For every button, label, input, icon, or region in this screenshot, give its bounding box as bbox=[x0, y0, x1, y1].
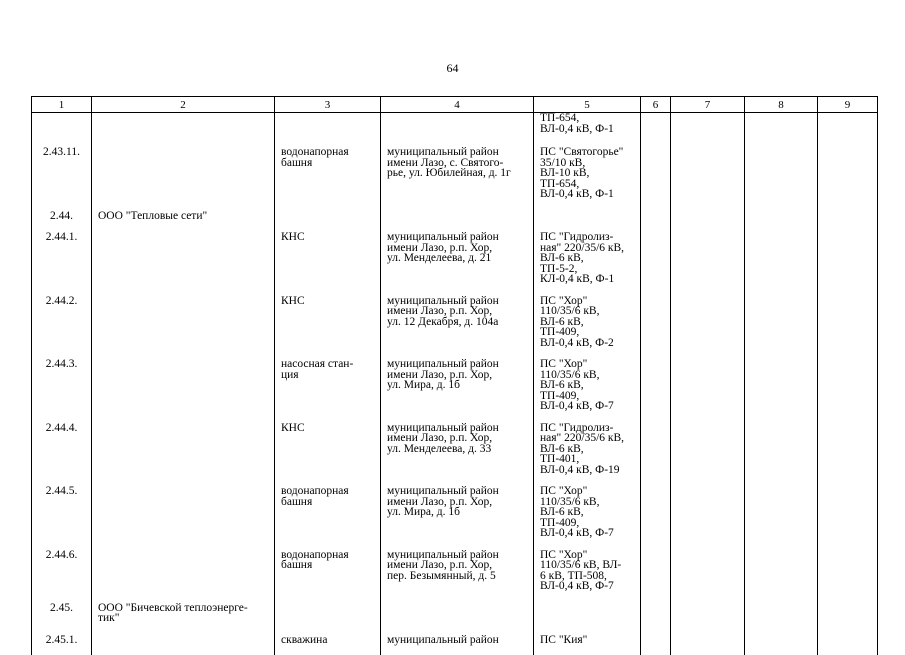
cell-empty bbox=[818, 602, 878, 634]
cell-empty bbox=[641, 231, 671, 295]
cell-object bbox=[275, 295, 381, 359]
cell-empty bbox=[671, 113, 745, 147]
column-header: 5 bbox=[534, 97, 641, 113]
cell-line: КНС bbox=[281, 232, 374, 243]
cell-empty bbox=[641, 210, 671, 232]
cell-line: имени Лазо, р.п. Хор, bbox=[387, 497, 527, 508]
cell-line: ная" 220/35/6 кВ, bbox=[540, 433, 634, 444]
cell-line: ция bbox=[281, 370, 374, 381]
cell-empty bbox=[745, 634, 818, 655]
cell-empty bbox=[745, 210, 818, 232]
cell-line: ТП-654, bbox=[540, 113, 634, 124]
cell-empty bbox=[818, 358, 878, 422]
cell-power-source bbox=[534, 113, 641, 147]
cell-line: муниципальный район bbox=[387, 296, 527, 307]
cell-address bbox=[381, 146, 534, 210]
table-row bbox=[32, 422, 878, 486]
cell-address bbox=[381, 422, 534, 486]
column-header: 3 bbox=[275, 97, 381, 113]
cell-organization bbox=[92, 358, 275, 422]
cell-empty bbox=[745, 231, 818, 295]
cell-object bbox=[275, 231, 381, 295]
cell-power-source bbox=[534, 210, 641, 232]
cell-power-source bbox=[534, 358, 641, 422]
cell-address bbox=[381, 231, 534, 295]
cell-object bbox=[275, 602, 381, 634]
cell-empty bbox=[641, 549, 671, 602]
cell-empty bbox=[745, 549, 818, 602]
cell-object bbox=[275, 549, 381, 602]
cell-empty bbox=[641, 295, 671, 359]
cell-line: ПС "Кия" bbox=[540, 635, 634, 646]
cell-line: 110/35/6 кВ, ВЛ- bbox=[540, 560, 634, 571]
cell-line: 110/35/6 кВ, bbox=[540, 306, 634, 317]
cell-line: 110/35/6 кВ, bbox=[540, 370, 634, 381]
cell-empty bbox=[641, 422, 671, 486]
cell-number: 2.44.6. bbox=[32, 549, 92, 602]
cell-line: ПС "Хор" bbox=[540, 486, 634, 497]
cell-number: 2.45. bbox=[32, 602, 92, 634]
cell-line: 35/10 кВ, bbox=[540, 158, 634, 169]
cell-line: муниципальный район bbox=[387, 147, 527, 158]
cell-address bbox=[381, 602, 534, 634]
cell-empty bbox=[641, 634, 671, 655]
cell-power-source bbox=[534, 295, 641, 359]
cell-object bbox=[275, 146, 381, 210]
cell-power-source bbox=[534, 146, 641, 210]
table-row bbox=[32, 210, 878, 232]
table-row bbox=[32, 358, 878, 422]
cell-organization bbox=[92, 146, 275, 210]
cell-line: ТП-401, bbox=[540, 454, 634, 465]
cell-empty bbox=[641, 602, 671, 634]
cell-empty bbox=[818, 634, 878, 655]
cell-line: ВЛ-0,4 кВ, Ф-1 bbox=[540, 124, 634, 135]
cell-number: 2.45.1. bbox=[32, 634, 92, 655]
cell-line: ул. Менделеева, д. 21 bbox=[387, 253, 527, 264]
cell-line: башня bbox=[281, 560, 374, 571]
cell-line: ВЛ-6 кВ, bbox=[540, 507, 634, 518]
cell-empty bbox=[671, 634, 745, 655]
column-header: 7 bbox=[671, 97, 745, 113]
cell-empty bbox=[671, 549, 745, 602]
header-row bbox=[32, 97, 878, 113]
cell-number: 2.44.3. bbox=[32, 358, 92, 422]
column-header: 9 bbox=[818, 97, 878, 113]
cell-organization bbox=[92, 210, 275, 232]
cell-line: ВЛ-6 кВ, bbox=[540, 444, 634, 455]
cell-line: КЛ-0,4 кВ, Ф-1 bbox=[540, 274, 634, 285]
cell-number: 2.44. bbox=[32, 210, 92, 232]
cell-empty bbox=[818, 113, 878, 147]
cell-power-source bbox=[534, 634, 641, 655]
cell-organization bbox=[92, 422, 275, 486]
cell-line: ТП-409, bbox=[540, 327, 634, 338]
cell-address bbox=[381, 358, 534, 422]
cell-empty bbox=[818, 210, 878, 232]
cell-empty bbox=[745, 422, 818, 486]
cell-empty bbox=[818, 146, 878, 210]
cell-line: ООО "Бичевской теплоэнерге- bbox=[98, 603, 268, 614]
cell-organization bbox=[92, 295, 275, 359]
cell-line: водонапорная bbox=[281, 147, 374, 158]
cell-line: КНС bbox=[281, 423, 374, 434]
cell-empty bbox=[641, 358, 671, 422]
column-header: 8 bbox=[745, 97, 818, 113]
cell-line: ВЛ-6 кВ, bbox=[540, 253, 634, 264]
cell-organization bbox=[92, 485, 275, 549]
cell-object bbox=[275, 113, 381, 147]
cell-power-source bbox=[534, 602, 641, 634]
cell-number: 2.44.5. bbox=[32, 485, 92, 549]
cell-line: имени Лазо, р.п. Хор, bbox=[387, 560, 527, 571]
cell-empty bbox=[745, 358, 818, 422]
cell-line: 110/35/6 кВ, bbox=[540, 497, 634, 508]
cell-line: скважина bbox=[281, 635, 374, 646]
cell-line: ВЛ-6 кВ, bbox=[540, 317, 634, 328]
cell-line: имени Лазо, с. Святого- bbox=[387, 158, 527, 169]
cell-empty bbox=[818, 422, 878, 486]
cell-empty bbox=[671, 146, 745, 210]
cell-empty bbox=[671, 231, 745, 295]
cell-address bbox=[381, 210, 534, 232]
cell-line: тик" bbox=[98, 613, 268, 624]
column-header: 4 bbox=[381, 97, 534, 113]
cell-line: имени Лазо, р.п. Хор, bbox=[387, 433, 527, 444]
cell-line: ВЛ-0,4 кВ, Ф-19 bbox=[540, 465, 634, 476]
cell-empty bbox=[671, 358, 745, 422]
cell-address bbox=[381, 549, 534, 602]
cell-line: ул. Мира, д. 1б bbox=[387, 380, 527, 391]
cell-line: муниципальный район bbox=[387, 232, 527, 243]
cell-empty bbox=[745, 146, 818, 210]
cell-empty bbox=[818, 295, 878, 359]
cell-power-source bbox=[534, 422, 641, 486]
cell-line: имени Лазо, р.п. Хор, bbox=[387, 306, 527, 317]
cell-empty bbox=[641, 485, 671, 549]
cell-line: водонапорная bbox=[281, 486, 374, 497]
cell-line: ТП-409, bbox=[540, 391, 634, 402]
cell-line: ВЛ-0,4 кВ, Ф-2 bbox=[540, 338, 634, 349]
cell-line: ВЛ-6 кВ, bbox=[540, 380, 634, 391]
cell-line: башня bbox=[281, 497, 374, 508]
cell-line: имени Лазо, р.п. Хор, bbox=[387, 243, 527, 254]
cell-line: ООО "Тепловые сети" bbox=[98, 211, 268, 222]
cell-empty bbox=[745, 113, 818, 147]
cell-line: ТП-409, bbox=[540, 518, 634, 529]
cell-empty bbox=[818, 231, 878, 295]
cell-empty bbox=[745, 602, 818, 634]
cell-line: рье, ул. Юбилейная, д. 1г bbox=[387, 168, 527, 179]
cell-line: КНС bbox=[281, 296, 374, 307]
cell-empty bbox=[671, 210, 745, 232]
cell-object bbox=[275, 422, 381, 486]
table-row bbox=[32, 549, 878, 602]
cell-empty bbox=[818, 549, 878, 602]
cell-empty bbox=[671, 422, 745, 486]
cell-line: имени Лазо, р.п. Хор, bbox=[387, 370, 527, 381]
table-row bbox=[32, 485, 878, 549]
cell-organization bbox=[92, 602, 275, 634]
cell-organization bbox=[92, 231, 275, 295]
cell-object bbox=[275, 358, 381, 422]
cell-line: 6 кВ, ТП-508, bbox=[540, 571, 634, 582]
cell-number: 2.43.11. bbox=[32, 146, 92, 210]
table-row bbox=[32, 602, 878, 634]
cell-line: ПС "Хор" bbox=[540, 550, 634, 561]
cell-line: пер. Безымянный, д. 5 bbox=[387, 571, 527, 582]
cell-line: ПС "Святогорье" bbox=[540, 147, 634, 158]
table-row bbox=[32, 113, 878, 147]
cell-line: муниципальный район bbox=[387, 550, 527, 561]
cell-line: ул. Менделеева, д. 33 bbox=[387, 444, 527, 455]
cell-number bbox=[32, 113, 92, 147]
cell-line: муниципальный район bbox=[387, 635, 527, 646]
table-row bbox=[32, 231, 878, 295]
cell-address bbox=[381, 485, 534, 549]
cell-empty bbox=[641, 146, 671, 210]
cell-line: муниципальный район bbox=[387, 423, 527, 434]
cell-line: ВЛ-0,4 кВ, Ф-7 bbox=[540, 528, 634, 539]
cell-number: 2.44.2. bbox=[32, 295, 92, 359]
cell-line: ВЛ-0,4 кВ, Ф-7 bbox=[540, 401, 634, 412]
table-row bbox=[32, 146, 878, 210]
column-header: 1 bbox=[32, 97, 92, 113]
cell-line: водонапорная bbox=[281, 550, 374, 561]
cell-empty bbox=[671, 295, 745, 359]
cell-object bbox=[275, 210, 381, 232]
cell-line: ПС "Хор" bbox=[540, 359, 634, 370]
cell-line: башня bbox=[281, 158, 374, 169]
cell-object bbox=[275, 634, 381, 655]
cell-line: ВЛ-0,4 кВ, Ф-1 bbox=[540, 189, 634, 200]
cell-line: ТП-654, bbox=[540, 179, 634, 190]
cell-line: ул. 12 Декабря, д. 104а bbox=[387, 317, 527, 328]
cell-address bbox=[381, 634, 534, 655]
cell-organization bbox=[92, 634, 275, 655]
cell-line: ПС "Гидролиз- bbox=[540, 232, 634, 243]
cell-line: ВЛ-10 кВ, bbox=[540, 168, 634, 179]
table-body bbox=[32, 113, 878, 655]
table-row bbox=[32, 634, 878, 655]
cell-line: насосная стан- bbox=[281, 359, 374, 370]
cell-line: ТП-5-2, bbox=[540, 264, 634, 275]
cell-number: 2.44.4. bbox=[32, 422, 92, 486]
cell-line: ВЛ-0,4 кВ, Ф-7 bbox=[540, 581, 634, 592]
cell-line: муниципальный район bbox=[387, 359, 527, 370]
cell-line: ул. Мира, д. 1б bbox=[387, 507, 527, 518]
cell-power-source bbox=[534, 231, 641, 295]
cell-empty bbox=[641, 113, 671, 147]
cell-line: ПС "Гидролиз- bbox=[540, 423, 634, 434]
cell-organization bbox=[92, 113, 275, 147]
cell-empty bbox=[671, 485, 745, 549]
cell-address bbox=[381, 113, 534, 147]
cell-empty bbox=[745, 295, 818, 359]
cell-organization bbox=[92, 549, 275, 602]
cell-object bbox=[275, 485, 381, 549]
column-header: 6 bbox=[641, 97, 671, 113]
cell-power-source bbox=[534, 485, 641, 549]
cell-power-source bbox=[534, 549, 641, 602]
data-table bbox=[31, 96, 878, 655]
cell-number: 2.44.1. bbox=[32, 231, 92, 295]
cell-line: муниципальный район bbox=[387, 486, 527, 497]
table-row bbox=[32, 295, 878, 359]
cell-line: ная" 220/35/6 кВ, bbox=[540, 243, 634, 254]
cell-line: ПС "Хор" bbox=[540, 296, 634, 307]
cell-empty bbox=[745, 485, 818, 549]
cell-empty bbox=[818, 485, 878, 549]
page-number: 64 bbox=[0, 61, 905, 76]
column-header: 2 bbox=[92, 97, 275, 113]
cell-address bbox=[381, 295, 534, 359]
cell-empty bbox=[671, 602, 745, 634]
